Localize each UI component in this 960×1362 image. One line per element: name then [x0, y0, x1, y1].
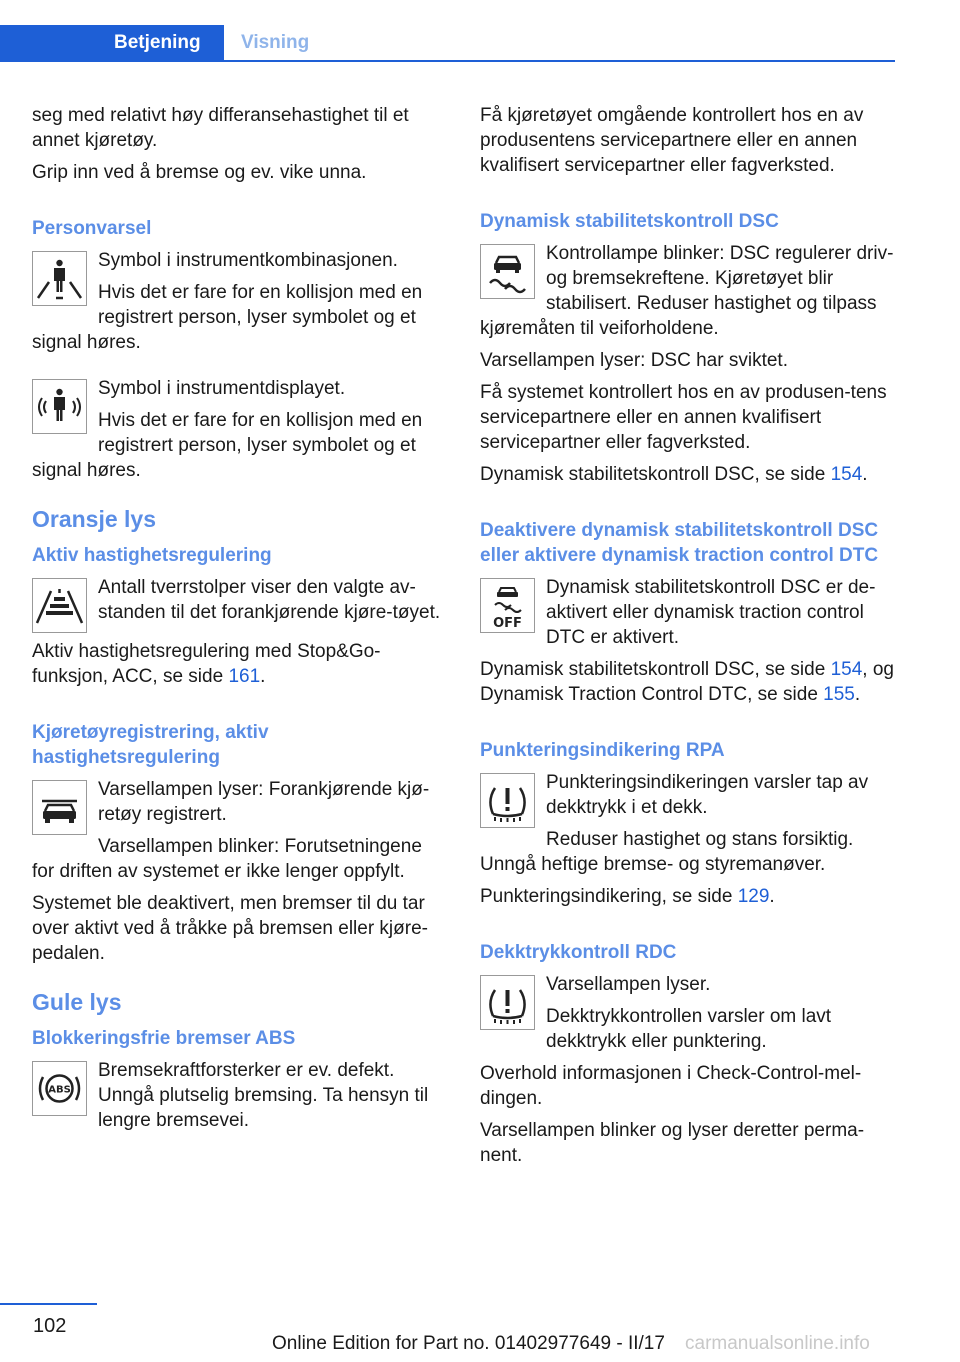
section-heading-rpa: Punkteringsindikering RPA: [480, 740, 725, 761]
paragraph: Varsellampen lyser: DSC har sviktet.: [480, 350, 788, 371]
paragraph: Få kjøretøyet omgående kontrollert hos en av produsentens servicepartnere eller en annen kvalifisert servicepartner eller fagverksted.: [480, 105, 864, 176]
dsc-icon: [480, 244, 535, 299]
tab-betjening[interactable]: Betjening: [0, 25, 224, 62]
pedestrian-warning-icon: [32, 251, 87, 306]
paragraph: Symbol i instrumentkombinasjonen.: [98, 250, 398, 271]
paragraph: Bremsekraftforsterker er ev. defekt. Unngå plutselig bremsing. Ta hensyn til lengre bremsevei.: [98, 1060, 429, 1131]
paragraph: Varsellampen blinker og lyser deretter perma-nent.: [480, 1120, 865, 1166]
left-column: [32, 103, 448, 1140]
paragraph: Varsellampen lyser: Forankjørende kjø-retøy registrert.: [98, 779, 430, 825]
edition-text: Online Edition for Part no. 01402977649 - II/17: [272, 1333, 665, 1354]
section-heading-rdc: Dekktrykkontroll RDC: [480, 942, 677, 963]
svg-text:ABS: ABS: [48, 1084, 71, 1096]
paragraph: Få systemet kontrollert hos en av produsen-tens servicepartnere eller en annen kvalifisert servicepartner eller fagverksted.: [480, 382, 887, 453]
section-heading-oransje: Oransje lys: [32, 506, 157, 532]
dsc-off-icon: [480, 578, 535, 633]
page-number: 102: [33, 1315, 67, 1337]
page-link[interactable]: 154: [830, 659, 863, 680]
paragraph: Dekktrykkontrollen varsler om lavt dekktrykk eller punktering.: [546, 1006, 832, 1052]
pedestrian-signal-icon: [32, 379, 87, 434]
tire-pressure-icon: [480, 773, 535, 828]
paragraph: Reduser hastighet og stans forsiktig. Unngå heftige bremse- og styremanøver.: [480, 829, 854, 875]
paragraph: Dynamisk stabilitetskontroll DSC, se side 154, og Dynamisk Traction Control DTC, se side 155.: [480, 659, 894, 705]
section-heading-gule: Gule lys: [32, 989, 122, 1015]
page-link[interactable]: 155: [823, 684, 855, 705]
page-link[interactable]: 129: [737, 886, 770, 907]
paragraph: Kontrollampe blinker: DSC regulerer driv- og bremsekreftene. Kjøretøyet blir stabilisert. Reduser hastighet og tilpass kjøremåten til veiforholdene.: [480, 243, 894, 339]
paragraph: Dynamisk stabilitetskontroll DSC er de-aktivert eller dynamisk traction control DTC er aktivert.: [546, 577, 876, 648]
vehicle-detected-icon: [32, 780, 87, 835]
paragraph: Punkteringsindikering, se side 129.: [480, 886, 775, 907]
paragraph: Dynamisk stabilitetskontroll DSC, se side 154.: [480, 464, 868, 485]
page-link[interactable]: 161: [228, 666, 261, 687]
tire-pressure-icon: [480, 975, 535, 1030]
footer-divider: [0, 1303, 97, 1305]
section-heading-acc: Aktiv hastighetsregulering: [32, 545, 272, 566]
section-heading-abs: Blokkeringsfrie bremser ABS: [32, 1028, 296, 1049]
paragraph: Antall tverrstolper viser den valgte av-standen til det forankjørende kjøre-tøyet.: [98, 577, 441, 623]
svg-text:OFF: OFF: [493, 616, 522, 631]
paragraph: Hvis det er fare for en kollisjon med en registrert person, lyser symbolet og et signal høres.: [32, 282, 423, 353]
section-heading-vehicle-detection: Kjøretøyregistrering, aktiv hastighetsregulering: [32, 722, 269, 768]
section-heading-dsc: Dynamisk stabilitetskontroll DSC: [480, 211, 779, 232]
paragraph: Symbol i instrumentdisplayet.: [98, 378, 346, 399]
paragraph: Punkteringsindikeringen varsler tap av dekktrykk i et dekk.: [546, 772, 869, 818]
header-tabs: [0, 25, 895, 62]
paragraph: Overhold informasjonen i Check-Control-mel-dingen.: [480, 1063, 862, 1109]
abs-icon: [32, 1061, 87, 1116]
page-link[interactable]: 154: [830, 464, 863, 485]
header-divider: [0, 60, 895, 62]
section-heading-dtc: Deaktivere dynamisk stabilitetskontroll DSC eller aktivere dynamisk traction control DTC: [480, 520, 879, 566]
paragraph: Varsellampen lyser.: [546, 974, 711, 995]
paragraph: Grip inn ved å bremse og ev. vike unna.: [32, 162, 367, 183]
paragraph: Hvis det er fare for en kollisjon med en registrert person, lyser symbolet og et signal høres.: [32, 410, 423, 481]
distance-bars-icon: [32, 578, 87, 633]
right-column: [480, 103, 896, 1175]
paragraph: Aktiv hastighetsregulering med Stop&Go-funksjon, ACC, se side 161.: [32, 641, 381, 687]
watermark: carmanualsonline.info: [685, 1333, 870, 1354]
paragraph: Systemet ble deaktivert, men bremser til du tar over aktivt ved å tråkke på bremsen eller kjøre-pedalen.: [32, 893, 428, 964]
paragraph: seg med relativt høy differansehastighet til et annet kjøretøy.: [32, 105, 409, 151]
paragraph: Varsellampen blinker: Forutsetningene for driften av systemet er ikke lenger oppfylt.: [32, 836, 422, 882]
section-heading-personvarsel: Personvarsel: [32, 218, 152, 239]
tab-visning[interactable]: Visning: [241, 32, 310, 53]
